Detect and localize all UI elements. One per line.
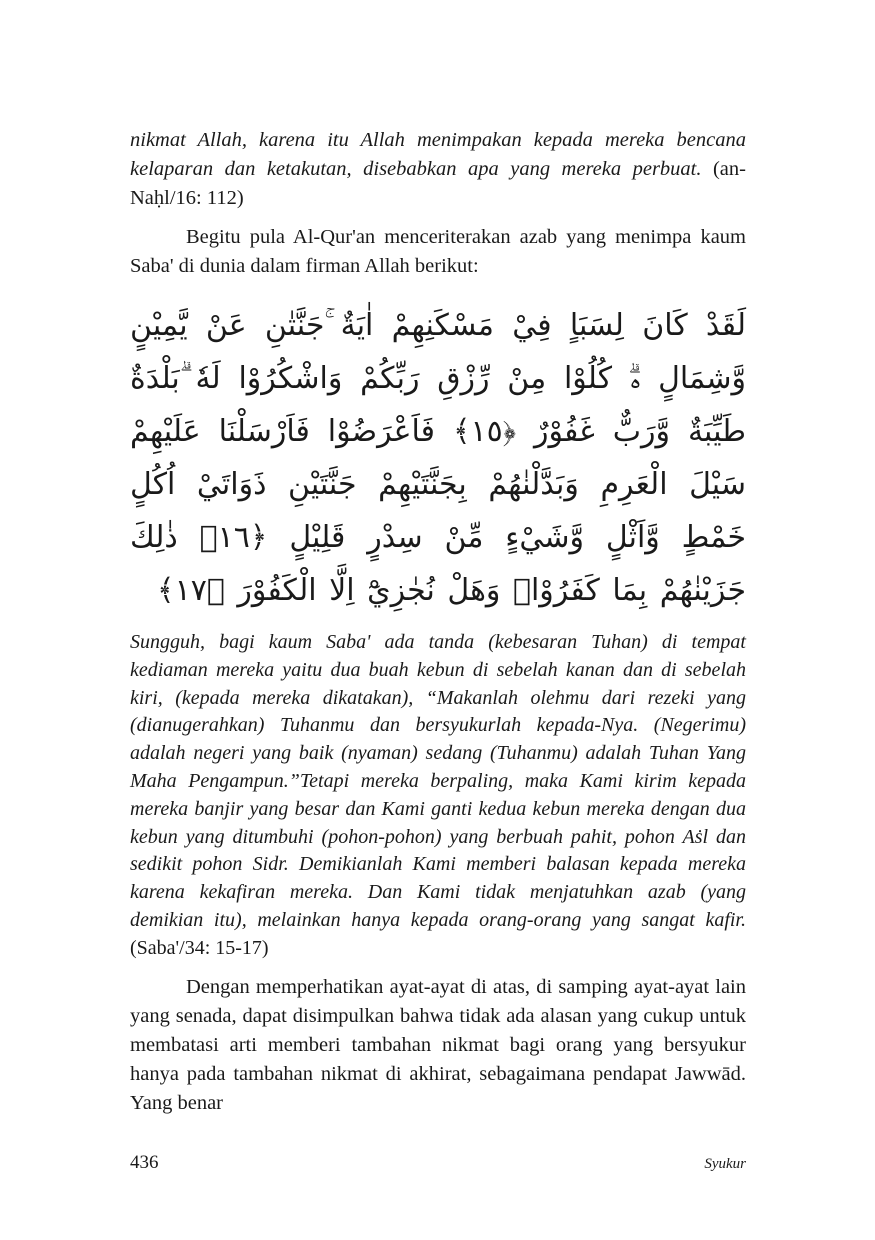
paragraph-continued-translation <box>130 126 746 213</box>
paragraph-conclusion: Dengan memperhatikan ayat-ayat di atas, di samping ayat-ayat lain yang senada, dapat disimpulkan bahwa tidak ada alasan yang cukup untuk membatasi arti memberi tambahan nikmat bagi orang yang bersyukur hanya pada tambahan nikmat di akhirat, sebagaimana pendapat Jawwād. Yang benar <box>130 975 746 1114</box>
verse-citation: (an-Naḥl/16: 112) <box>130 158 746 209</box>
page-number: 436 <box>130 1152 159 1173</box>
translation-text-italic: Sungguh, bagi kaum Saba' ada tanda (kebesaran Tuhan) di tempat kediaman mereka yaitu dua buah kebun di sebelah kanan dan di sebelah kiri, (kepada mereka dikatakan), “Makanlah olehmu dari rezeki yang (dianugerahkan) Tuhanmu dan bersyukurlah kepada-Nya. (Negerimu) adalah negeri yang baik (nyaman) sedang (Tuhanmu) adalah Tuhan Yang Maha Pengampun.”Tetapi mereka berpaling, maka Kami kirim kepada mereka banjir yang besar dan Kami ganti kedua kebun mereka dengan dua kebun yang ditumbuhi (pohon-pohon) yang berbuah pahit, pohon Aṡl dan sedikit pohon Sidr. Demikianlah Kami memberi balasan kepada mereka karena kekafiran mereka. Dan Kami tidak menjatuhkan azab (yang demikian itu), melainkan hanya kepada orang-orang yang sangat kafir. <box>130 631 746 931</box>
paragraph-intro: Begitu pula Al-Qur'an menceriterakan azab yang menimpa kaum Saba' di dunia dalam firman Allah berikut: <box>130 226 746 277</box>
page-footer <box>130 1152 746 1174</box>
arabic-quran-verse: لَقَدْ كَانَ لِسَبَاٍ فِيْ مَسْكَنِهِمْ اٰيَةٌ ۚجَنَّتٰنِ عَنْ يَّمِيْنٍ وَّشِمَالٍ ەۗ كُلُوْا مِنْ رِّزْقِ رَبِّكُمْ وَاشْكُرُوْا لَهٗ ۗبَلْدَةٌ طَيِّبَةٌ وَّرَبٌّ غَفُوْرٌ ﴿١٥﴾ فَاَعْرَضُوْا فَاَرْسَلْنَا عَلَيْهِمْ سَيْلَ الْعَرِمِ وَبَدَّلْنٰهُمْ بِجَنَّتَيْهِمْ جَنَّتَيْنِ ذَوَاتَيْ اُكُلٍ خَمْطٍ وَّاَثْلٍ وَّشَيْءٍ مِّنْ سِدْرٍ قَلِيْلٍ ﴿١٦﴾ ذٰلِكَ جَزَيْنٰهُمْ بِمَا كَفَرُوْاۗ وَهَلْ نُجٰزِيْٓ اِلَّا الْكَفُوْرَ ﴿١٧﴾ <box>130 308 747 608</box>
translation-text-italic: nikmat Allah, karena itu Allah menimpakan kepada mereka bencana kelaparan dan ketakutan, disebabkan apa yang mereka perbuat. <box>130 129 746 180</box>
verse-citation: (Saba'/34: 15-17) <box>130 936 269 959</box>
page-body <box>130 126 746 1118</box>
running-title: Syukur <box>704 1156 746 1172</box>
verse-translation <box>130 629 746 963</box>
